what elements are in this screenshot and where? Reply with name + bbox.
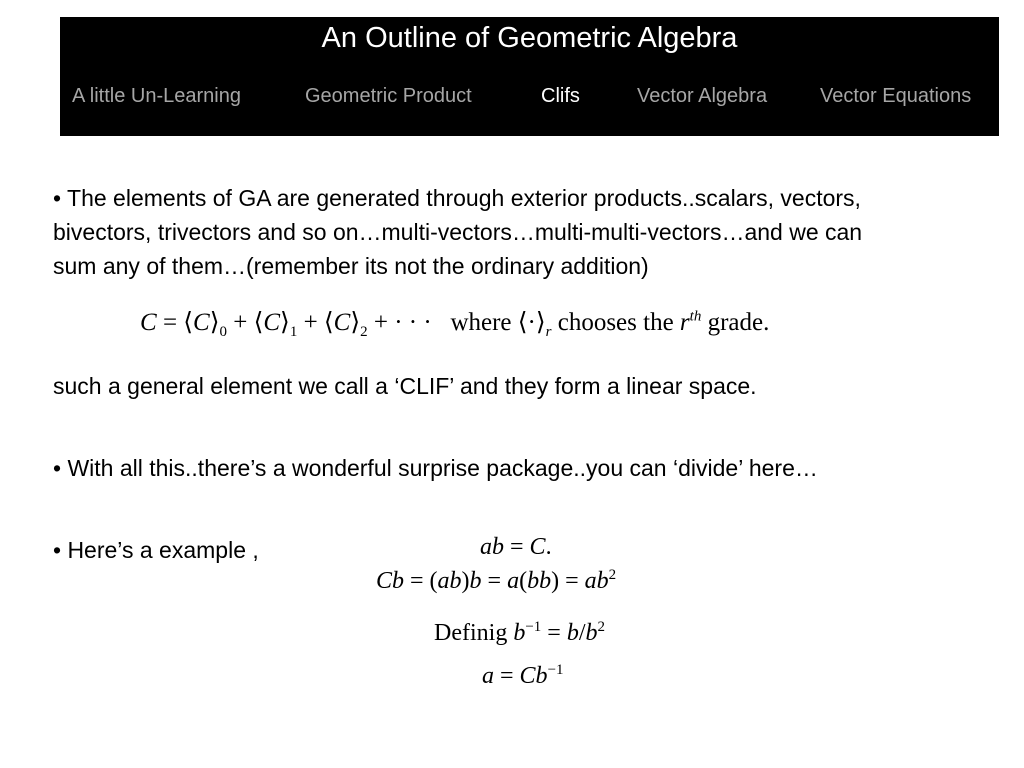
header-bar (60, 17, 999, 136)
grade-decomposition-equation: $C = ⟨C⟩_0$ + $⟨C⟩_1$ + $⟨C⟩_2$ + · · · where $⟨\cdot⟩_r$ chooses the $r^{th}$ grade. (140, 308, 770, 340)
bullet-3: • Here’s a example , (53, 537, 259, 563)
nav-link-geometric-product[interactable]: Geometric Product (305, 85, 472, 107)
bullet-1-line-3: sum any of them…(remember its not the ordinary addition) (53, 253, 649, 279)
nav-link-vector-algebra[interactable]: Vector Algebra (637, 85, 768, 107)
bullet-2: • With all this..there’s a wonderful surprise package..you can ‘divide’ here… (53, 455, 818, 481)
page-title: An Outline of Geometric Algebra (321, 22, 738, 54)
equation-cb-expansion: $Cb = (ab)b = a(bb) = ab^2$ (376, 567, 617, 594)
nav-link-a-little-un-learning[interactable]: A little Un-Learning (72, 85, 241, 107)
equation-a-equals-cb-inverse: $a = Cb^{-1}$ (482, 662, 564, 689)
nav-link-clifs[interactable]: Clifs (541, 85, 580, 107)
bullet-1-line-1: • The elements of GA are generated through exterior products..scalars, vectors, (53, 185, 861, 211)
clif-definition-line: such a general element we call a ‘CLIF’ and they form a linear space. (53, 373, 757, 399)
nav-link-vector-equations[interactable]: Vector Equations (820, 85, 972, 107)
equation-inverse-definition: Definig $b^{-1} = b/b^2$ (434, 619, 605, 646)
equation-ab-equals-c: ab = C. (480, 534, 552, 560)
bullet-1-line-2: bivectors, trivectors and so on…multi-vectors…multi-multi-vectors…and we can (53, 219, 863, 245)
